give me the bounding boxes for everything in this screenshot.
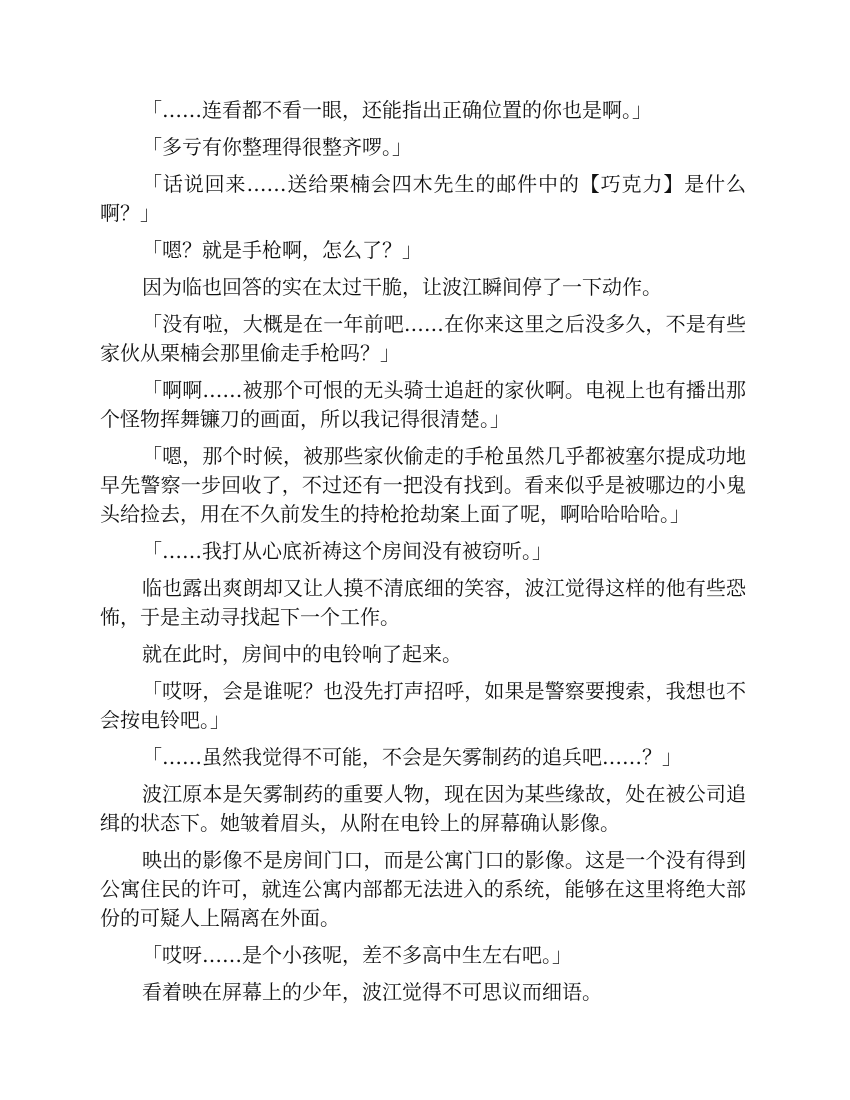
paragraph-2: 「多亏有你整理得很整齐啰。」: [142, 135, 412, 159]
paragraph-4: 「嗯？就是手枪啊，怎么了？」: [142, 238, 422, 262]
paragraph-7: 「啊啊……被那个可恨的无头骑士追赶的家伙啊。电视上也有播出那个怪物挥舞镰刀的画面，所以我记得很清楚。」: [100, 378, 746, 431]
paragraph-9: 「……我打从心底祈祷这个房间没有被窃听。」: [142, 539, 552, 563]
paragraph-3: 「话说回来……送给栗楠会四木先生的邮件中的【巧克力】是什么啊？」: [100, 172, 746, 225]
paragraph-1: 「……连看都不看一眼，还能指出正确位置的你也是啊。」: [142, 98, 652, 122]
paragraph-10: 临也露出爽朗却又让人摸不清底细的笑容，波江觉得这样的他有些恐怖，于是主动寻找起下一个工作。: [100, 576, 746, 629]
paragraph-16: 「哎呀……是个小孩呢，差不多高中生左右吧。」: [142, 943, 572, 967]
paragraph-17: 看着映在屏幕上的少年，波江觉得不可思议而细语。: [142, 980, 602, 1004]
paragraph-6: 「没有啦，大概是在一年前吧……在你来这里之后没多久，不是有些家伙从栗楠会那里偷走手枪吗？」: [100, 312, 746, 365]
paragraph-8: 「嗯，那个时候，被那些家伙偷走的手枪虽然几乎都被塞尔提成功地早先警察一步回收了，不过还有一把没有找到。看来似乎是被哪边的小鬼头给捡去，用在不久前发生的持枪抢劫案上面了呢，啊哈哈哈哈。」: [100, 444, 746, 526]
paragraph-5: 因为临也回答的实在太过干脆，让波江瞬间停了一下动作。: [142, 275, 662, 299]
document-page: [100, 96, 746, 1015]
paragraph-14: 波江原本是矢雾制药的重要人物，现在因为某些缘故，处在被公司追缉的状态下。她皱着眉头，从附在电铃上的屏幕确认影像。: [100, 782, 746, 835]
paragraph-13: 「……虽然我觉得不可能，不会是矢雾制药的追兵吧……？」: [142, 745, 682, 769]
paragraph-15: 映出的影像不是房间门口，而是公寓门口的影像。这是一个没有得到公寓住民的许可，就连公寓内部都无法进入的系统，能够在这里将绝大部份的可疑人上隔离在外面。: [100, 848, 746, 930]
paragraph-12: 「哎呀，会是谁呢？也没先打声招呼，如果是警察要搜索，我想也不会按电铃吧。」: [100, 679, 746, 732]
paragraph-11: 就在此时，房间中的电铃响了起来。: [142, 642, 462, 666]
